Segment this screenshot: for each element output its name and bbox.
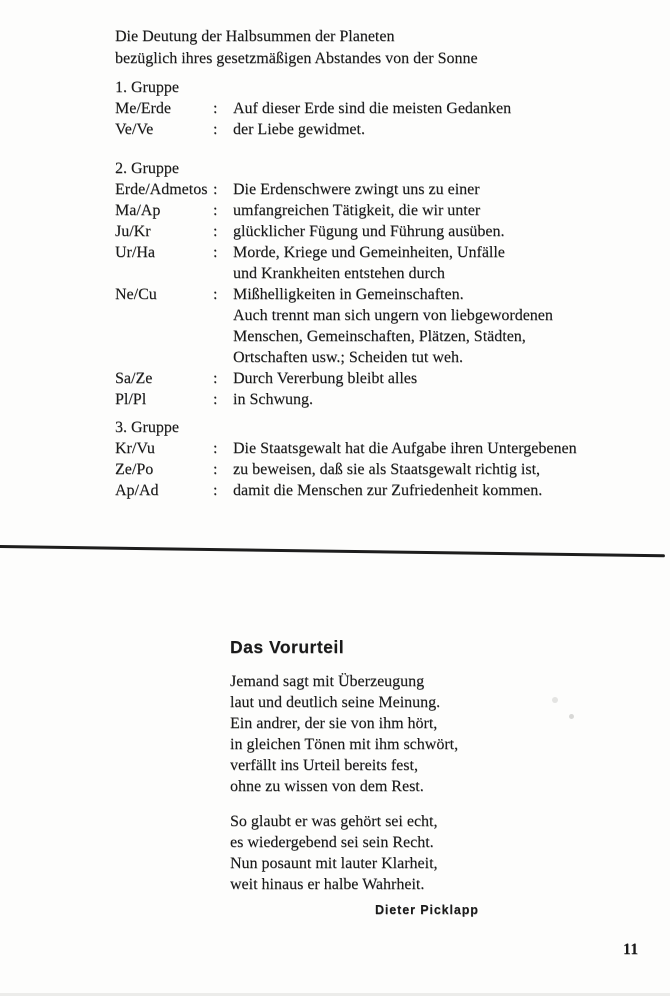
row-label: Me/Erde <box>115 100 171 117</box>
row-text: glücklicher Fügung und Führung ausüben. <box>233 223 505 240</box>
row-colon: : <box>213 244 218 261</box>
row-colon: : <box>213 370 218 387</box>
row-text: Auch trennt man sich ungern von liebgewordenen <box>233 307 553 324</box>
row-text: Durch Vererbung bleibt alles <box>233 370 418 387</box>
poem-line: Nun posaunt mit lauter Klarheit, <box>230 855 438 872</box>
row-label: Ma/Ap <box>115 202 161 219</box>
row-text: Menschen, Gemeinschaften, Plätzen, Städten, <box>233 328 526 345</box>
row-text: Auf dieser Erde sind die meisten Gedanken <box>233 100 512 117</box>
poem-line: es wiedergebend sei sein Recht. <box>230 834 434 851</box>
poem-line: verfällt ins Urteil bereits fest, <box>230 757 418 774</box>
poem-line: Jemand sagt mit Überzeugung <box>230 673 425 690</box>
table-row <box>115 389 663 410</box>
row-colon: : <box>213 181 218 198</box>
row-label: Ne/Cu <box>115 286 157 303</box>
table-row <box>115 179 663 200</box>
row-colon <box>211 347 233 368</box>
row-colon <box>211 326 233 347</box>
row-label <box>115 326 211 347</box>
table-row <box>115 221 663 242</box>
row-label: Sa/Ze <box>115 370 153 387</box>
row-colon: : <box>213 223 218 240</box>
scan-speck <box>569 714 574 719</box>
poem-title: Das Vorurteil <box>230 637 345 657</box>
row-label: Kr/Vu <box>115 440 155 457</box>
row-text: Mißhelligkeiten in Gemeinschaften. <box>233 286 464 303</box>
poem-line: ohne zu wissen von dem Rest. <box>230 778 424 795</box>
table-row <box>115 98 663 119</box>
document-title <box>115 26 478 69</box>
row-label: Erde/Admetos <box>115 181 208 198</box>
table-row <box>115 119 663 140</box>
row-text: Die Erdenschwere zwingt uns zu einer <box>233 181 480 198</box>
row-label: Ve/Ve <box>115 121 154 138</box>
row-label: Pl/Pl <box>115 391 147 408</box>
page-number: 11 <box>623 941 639 958</box>
table-row <box>115 368 663 389</box>
row-label: Ju/Kr <box>115 223 151 240</box>
title-line-2: bezüglich ihres gesetzmäßigen Abstandes von der Sonne <box>115 49 478 67</box>
section-divider-line <box>0 545 665 557</box>
poem-author: Dieter Picklapp <box>375 903 479 917</box>
row-label: Ap/Ad <box>115 482 159 499</box>
table-row <box>115 242 663 263</box>
title-line-1: Die Deutung der Halbsummen der Planeten <box>115 28 395 45</box>
row-text: zu beweisen, daß sie als Staatsgewalt richtig ist, <box>233 461 541 478</box>
row-text: der Liebe gewidmet. <box>233 121 365 138</box>
table-row <box>115 480 663 501</box>
table-row <box>115 263 663 284</box>
row-text: und Krankheiten entstehen durch <box>233 265 445 282</box>
poem-stanza-1 <box>230 671 479 797</box>
row-colon: : <box>213 391 218 408</box>
poem-stanza-2 <box>230 811 479 895</box>
row-colon: : <box>213 440 218 457</box>
table-row <box>115 438 663 459</box>
table-row <box>115 459 663 480</box>
group-1 <box>115 77 663 140</box>
poem-line: weit hinaus er halbe Wahrheit. <box>230 876 425 893</box>
row-text: damit die Menschen zur Zufriedenheit kommen. <box>233 482 543 499</box>
row-colon <box>211 305 233 326</box>
poem-line: in gleichen Tönen mit ihm schwört, <box>230 736 459 753</box>
row-colon: : <box>213 100 218 117</box>
group-2-heading: 2. Gruppe <box>115 160 179 177</box>
row-label <box>115 263 211 284</box>
row-colon: : <box>213 482 218 499</box>
poem-line: Ein andrer, der sie von ihm hört, <box>230 715 438 732</box>
row-colon <box>211 263 233 284</box>
row-text: in Schwung. <box>233 391 313 408</box>
row-text: Ortschaften usw.; Scheiden tut weh. <box>233 349 464 366</box>
table-row <box>115 305 663 326</box>
table-row <box>115 326 663 347</box>
row-label: Ur/Ha <box>115 244 155 261</box>
row-label: Ze/Po <box>115 461 154 478</box>
poem-section <box>230 636 479 917</box>
row-colon: : <box>213 461 218 478</box>
row-colon: : <box>213 121 218 138</box>
row-colon: : <box>213 202 218 219</box>
poem-line: So glaubt er was gehört sei echt, <box>230 813 438 830</box>
table-row <box>115 347 663 368</box>
row-text: Morde, Kriege und Gemeinheiten, Unfälle <box>233 244 505 261</box>
poem-line: laut und deutlich seine Meinung. <box>230 694 441 711</box>
scan-speck <box>552 697 558 703</box>
row-label <box>115 347 211 368</box>
row-label <box>115 305 211 326</box>
row-text: umfangreichen Tätigkeit, die wir unter <box>233 202 481 219</box>
table-row <box>115 200 663 221</box>
group-2 <box>115 158 663 410</box>
row-text: Die Staatsgewalt hat die Aufgabe ihren Untergebenen <box>233 440 577 457</box>
table-row <box>115 284 663 305</box>
group-1-heading: 1. Gruppe <box>115 79 179 96</box>
group-3-heading: 3. Gruppe <box>115 419 179 436</box>
row-colon: : <box>213 286 218 303</box>
group-3 <box>115 417 663 501</box>
